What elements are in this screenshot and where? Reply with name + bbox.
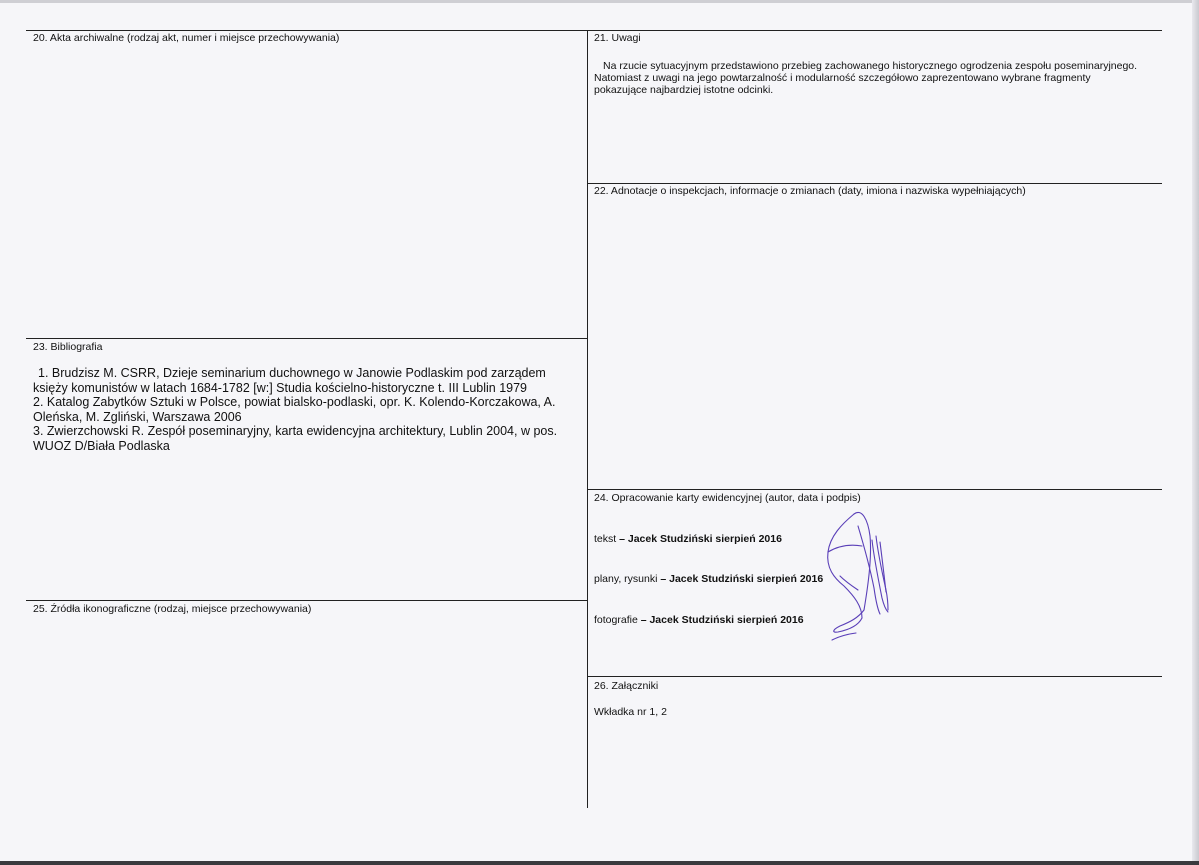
entry-value: Jacek Studziński sierpień 2016	[669, 573, 824, 585]
bibliography-line: Oleńska, M. Zgliński, Warszawa 2006	[33, 409, 242, 424]
section-22-title: 22. Adnotacje o inspekcjach, informacje o zmianach (daty, imiona i nazwiska wypełniających)	[594, 185, 1026, 197]
section-23-title: 23. Bibliografia	[33, 341, 103, 353]
scan-edge-right	[1192, 0, 1199, 865]
section-24-title: 24. Opracowanie karty ewidencyjnej (autor, data i podpis)	[594, 492, 861, 504]
entry-label: fotografie	[594, 614, 638, 626]
rule-before-25	[26, 600, 587, 601]
section-21-line-1: Na rzucie sytuacyjnym przedstawiono przebieg zachowanego historycznego ogrodzenia zespołu poseminaryjnego.	[603, 60, 1138, 72]
author-entry-text	[594, 533, 782, 546]
bibliography-list	[33, 366, 585, 453]
section-21-title: 21. Uwagi	[594, 32, 641, 44]
section-25-title: 25. Źródła ikonograficzne (rodzaj, miejsce przechowywania)	[33, 603, 312, 615]
center-divider	[587, 30, 588, 808]
bibliography-line: księży komunistów w latach 1684-1782 [w:] Studia kościelno-historyczne t. III Lublin 1979	[33, 380, 528, 395]
top-rule	[26, 30, 1162, 31]
bibliography-line: 3. Zwierzchowski R. Zespół poseminaryjny, karta ewidencyjna architektury, Lublin 2004, w pos.	[33, 424, 558, 438]
section-20-title: 20. Akta archiwalne (rodzaj akt, numer i miejsce przechowywania)	[33, 32, 340, 44]
entry-label: tekst	[594, 533, 617, 545]
entry-dash: –	[616, 533, 628, 545]
section-21-line-3: pokazujące najbardziej istotne odcinki.	[594, 84, 774, 96]
section-21-line-2: Natomiast z uwagi na jego powtarzalność i modularność szczegółowo zaprezentowano wybrane fragmenty	[594, 72, 1091, 84]
scan-edge-top	[0, 0, 1199, 3]
bibliography-line: WUOZ D/Biała Podlaska	[33, 438, 170, 453]
entry-value: Jacek Studziński sierpień 2016	[649, 614, 804, 626]
bibliography-line: 1. Brudzisz M. CSRR, Dzieje seminarium duchownego w Janowie Podlaskim pod zarządem	[38, 366, 546, 380]
rule-before-24	[587, 489, 1162, 490]
entry-dash: –	[657, 573, 670, 585]
author-entry-photos	[594, 614, 804, 627]
bibliography-line: 2. Katalog Zabytków Sztuki w Polsce, powiat bialsko-podlaski, opr. K. Kolendo-Korczakowa, A.	[33, 395, 556, 409]
scan-edge-bottom	[0, 861, 1199, 865]
section-21-text	[594, 60, 1164, 96]
rule-before-22	[587, 183, 1162, 184]
entry-value: Jacek Studziński sierpień 2016	[627, 533, 782, 545]
section-26-title: 26. Załączniki	[594, 680, 659, 692]
attachments-value: Wkładka nr 1, 2	[594, 706, 667, 718]
author-entry-drawings	[594, 573, 823, 586]
entry-label: plany, rysunki	[594, 573, 658, 585]
rule-before-23	[26, 338, 587, 339]
entry-dash: –	[637, 614, 650, 626]
rule-before-26	[587, 676, 1162, 677]
handwritten-signature	[818, 506, 898, 644]
